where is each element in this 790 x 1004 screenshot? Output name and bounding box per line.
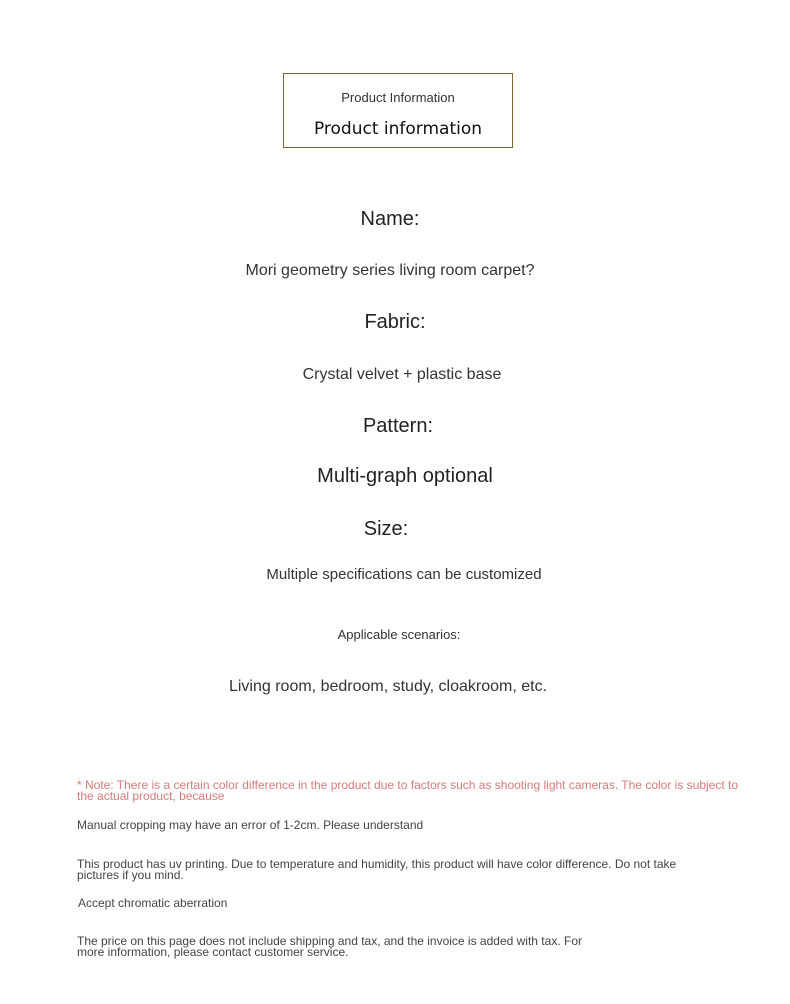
cropping-note: Manual cropping may have an error of 1-2cm. Please understand (77, 818, 424, 832)
scenarios-value: Living room, bedroom, study, cloakroom, etc. (228, 678, 548, 695)
size-label: Size: (363, 518, 409, 540)
pattern-label: Pattern: (362, 415, 434, 437)
size-value: Multiple specifications can be customized (266, 566, 542, 583)
pattern-value: Multi-graph optional (317, 465, 493, 487)
price-note: The price on this page does not include shipping and tax, and the invoice is added with tax. For more information, please contact customer service. (77, 934, 582, 959)
header-subtitle: Product Information (341, 90, 455, 105)
product-info-header-box (283, 73, 513, 148)
chromatic-aberration-note: Accept chromatic aberration (78, 896, 228, 910)
header-title: Product information (313, 119, 483, 139)
scenarios-label: Applicable scenarios: (337, 627, 461, 642)
name-value: Mori geometry series living room carpet? (245, 262, 535, 279)
fabric-label: Fabric: (364, 311, 426, 333)
name-label: Name: (360, 208, 420, 230)
color-difference-note: * Note: There is a certain color difference in the product due to factors such as shooting light cameras. The color is subject to the actual product, because (77, 778, 739, 803)
uv-printing-note: This product has uv printing. Due to temperature and humidity, this product will have color difference. Do not take pictures if you mind. (77, 857, 677, 882)
fabric-value: Crystal velvet + plastic base (302, 366, 502, 383)
